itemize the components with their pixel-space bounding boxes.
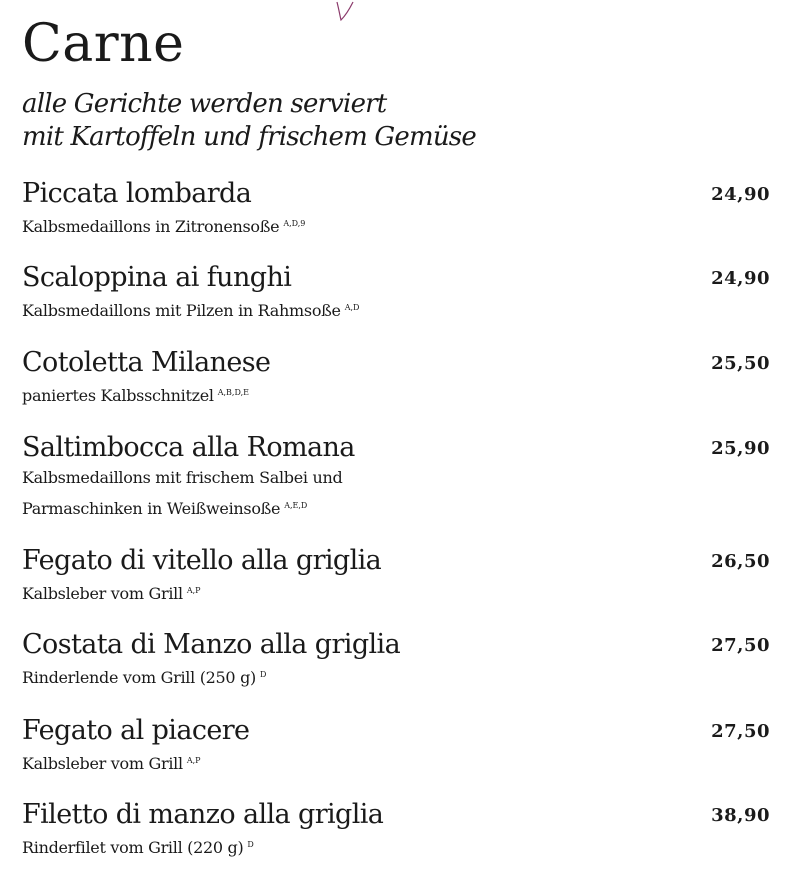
- page-title: Carne: [22, 14, 185, 74]
- subtitle-line: mit Kartoffeln und frischem Gemüse: [22, 122, 476, 152]
- dish-description-line: Kalbsmedaillons mit frischem Salbei und: [22, 468, 343, 487]
- menu-subtitle: [22, 88, 622, 154]
- dish-description: [22, 747, 782, 778]
- menu-item: [22, 630, 782, 692]
- dish-name: Saltimbocca alla Romana: [22, 432, 355, 463]
- dish-description-line: Parmaschinken in Weißweinsoße: [22, 499, 281, 518]
- menu-item: [22, 348, 782, 410]
- dish-price: 24,90: [711, 184, 770, 205]
- dish-description: [22, 210, 782, 241]
- dish-price: 24,90: [711, 268, 770, 289]
- menu-item: [22, 179, 782, 241]
- dish-description-line: Kalbsleber vom Grill: [22, 584, 183, 603]
- dish-price: 26,50: [711, 551, 770, 572]
- dish-description: [22, 831, 782, 862]
- dish-description-line: Rinderlende vom Grill (250 g): [22, 668, 256, 687]
- dish-price: 38,90: [711, 805, 770, 826]
- subtitle-line: alle Gerichte werden serviert: [22, 89, 387, 119]
- dish-name: Fegato di vitello alla griglia: [22, 545, 382, 576]
- dish-name: Fegato al piacere: [22, 715, 250, 746]
- dish-price: 27,50: [711, 635, 770, 656]
- menu-item: [22, 716, 782, 778]
- menu-item: [22, 800, 782, 862]
- allergen-codes: A,D,9: [283, 219, 306, 228]
- menu-item: [22, 546, 782, 608]
- allergen-codes: A,P: [186, 756, 201, 765]
- dish-price: 27,50: [711, 721, 770, 742]
- dish-name: Piccata lombarda: [22, 178, 252, 209]
- dish-price: 25,50: [711, 353, 770, 374]
- dish-price: 25,90: [711, 438, 770, 459]
- allergen-codes: D: [259, 670, 267, 679]
- dish-description: [22, 294, 782, 325]
- allergen-codes: A,E,D: [284, 501, 308, 510]
- allergen-codes: A,B,D,E: [217, 388, 249, 397]
- dish-name: Filetto di manzo alla griglia: [22, 799, 384, 830]
- dish-description: [22, 379, 782, 410]
- dish-description: [22, 577, 782, 608]
- dish-description: [22, 661, 782, 692]
- allergen-codes: D: [247, 840, 254, 849]
- dish-description-line: Kalbsleber vom Grill: [22, 754, 183, 773]
- menu-item: [22, 433, 782, 523]
- dish-description-line: Kalbsmedaillons mit Pilzen in Rahmsoße: [22, 301, 341, 320]
- dish-name: Cotoletta Milanese: [22, 347, 271, 378]
- dish-name: Scaloppina ai funghi: [22, 262, 292, 293]
- menu-item: [22, 263, 782, 325]
- dish-description: [22, 464, 782, 523]
- decorative-flourish: [333, 0, 357, 22]
- dish-description-line: paniertes Kalbsschnitzel: [22, 386, 214, 405]
- allergen-codes: A,D: [344, 303, 360, 312]
- dish-description-line: Rinderfilet vom Grill (220 g): [22, 838, 244, 857]
- allergen-codes: A,P: [186, 586, 201, 595]
- dish-description-line: Kalbsmedaillons in Zitronensoße: [22, 217, 280, 236]
- dish-name: Costata di Manzo alla griglia: [22, 629, 401, 660]
